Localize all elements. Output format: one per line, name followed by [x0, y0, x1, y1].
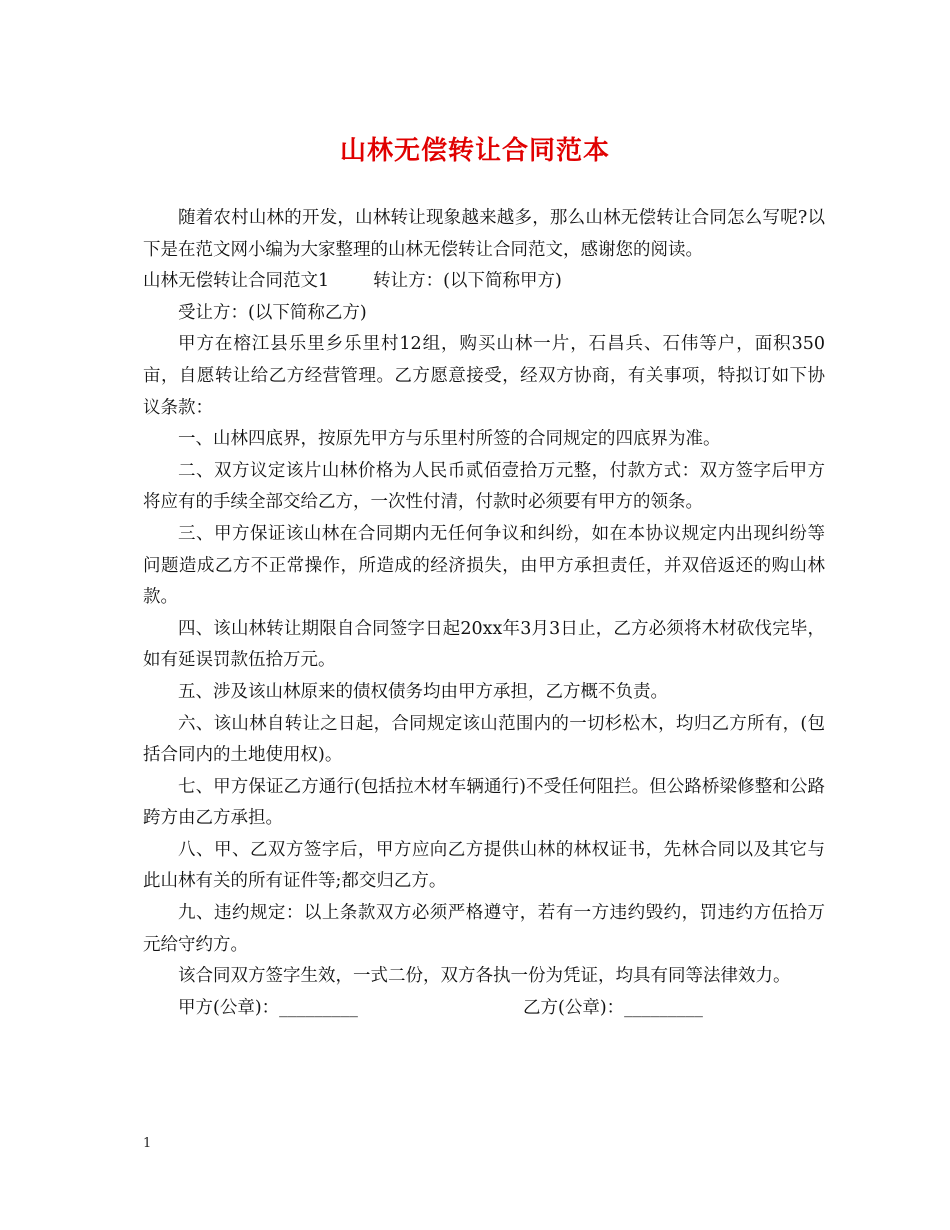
document-title: 山林无偿转让合同范本	[339, 136, 610, 166]
signature-party-b: 乙方(公章)：_________	[523, 997, 703, 1018]
clause-3: 三、甲方保证该山林在合同期内无任何争议和纠纷，如在本协议规定内出现纠纷等问题造成乙方不正常操作，所造成的经济损失，由甲方承担责任，并双倍返还的购山林款。	[143, 523, 825, 608]
page-number: 1	[143, 1136, 152, 1151]
preamble-paragraph: 甲方在榕江县乐里乡乐里村12组，购买山林一片，石昌兵、石伟等户，面积350亩，自愿转让给乙方经营管理。乙方愿意接受，经双方协商，有关事项，特拟订如下协议条款：	[143, 334, 825, 418]
clause-2: 二、双方议定该片山林价格为人民币贰佰壹拾万元整，付款方式：双方签字后甲方将应有的手续全部交给乙方，一次性付清，付款时必须要有甲方的领条。	[143, 460, 825, 513]
transferor-line: 转让方：(以下简称甲方)	[373, 271, 562, 292]
clause-1: 一、山林四底界，按原先甲方与乐里村所签的合同规定的四底界为准。	[178, 429, 721, 450]
sample-heading-line	[143, 266, 825, 298]
clause-6: 六、该山林自转让之日起，合同规定该山范围内的一切杉松木，均归乙方所有，(包括合同内的土地使用权)。	[143, 713, 825, 766]
effect-paragraph: 该合同双方签字生效，一式二份，双方各执一份为凭证，均具有同等法律效力。	[178, 966, 791, 987]
sample-heading: 山林无偿转让合同范文1	[143, 271, 330, 292]
clause-7: 七、甲方保证乙方通行(包括拉木材车辆通行)不受任何阻拦。但公路桥梁修整和公路跨方由乙方承担。	[143, 776, 825, 829]
clause-8: 八、甲、乙双方签字后，甲方应向乙方提供山林的林权证书，先林合同以及其它与此山林有关的所有证件等;都交归乙方。	[143, 839, 825, 892]
clause-9: 九、违约规定：以上条款双方必须严格遵守，若有一方违约毁约，罚违约方伍拾万元给守约方。	[143, 903, 825, 955]
transferee-line: 受让方：(以下简称乙方)	[178, 302, 367, 323]
signature-row	[143, 993, 825, 1025]
document-body	[143, 203, 825, 1024]
intro-paragraph: 随着农村山林的开发，山林转让现象越来越多，那么山林无偿转让合同怎么写呢?以下是在范文网小编为大家整理的山林无偿转让合同范文，感谢您的阅读。	[143, 208, 825, 260]
signature-party-a: 甲方(公章)：_________	[178, 997, 358, 1018]
clause-4: 四、该山林转让期限自合同签字日起20xx年3月3日止，乙方必须将木材砍伐完毕，如有延误罚款伍拾万元。	[143, 618, 825, 671]
clause-5: 五、涉及该山林原来的债权债务均由甲方承担，乙方概不负责。	[178, 681, 668, 702]
